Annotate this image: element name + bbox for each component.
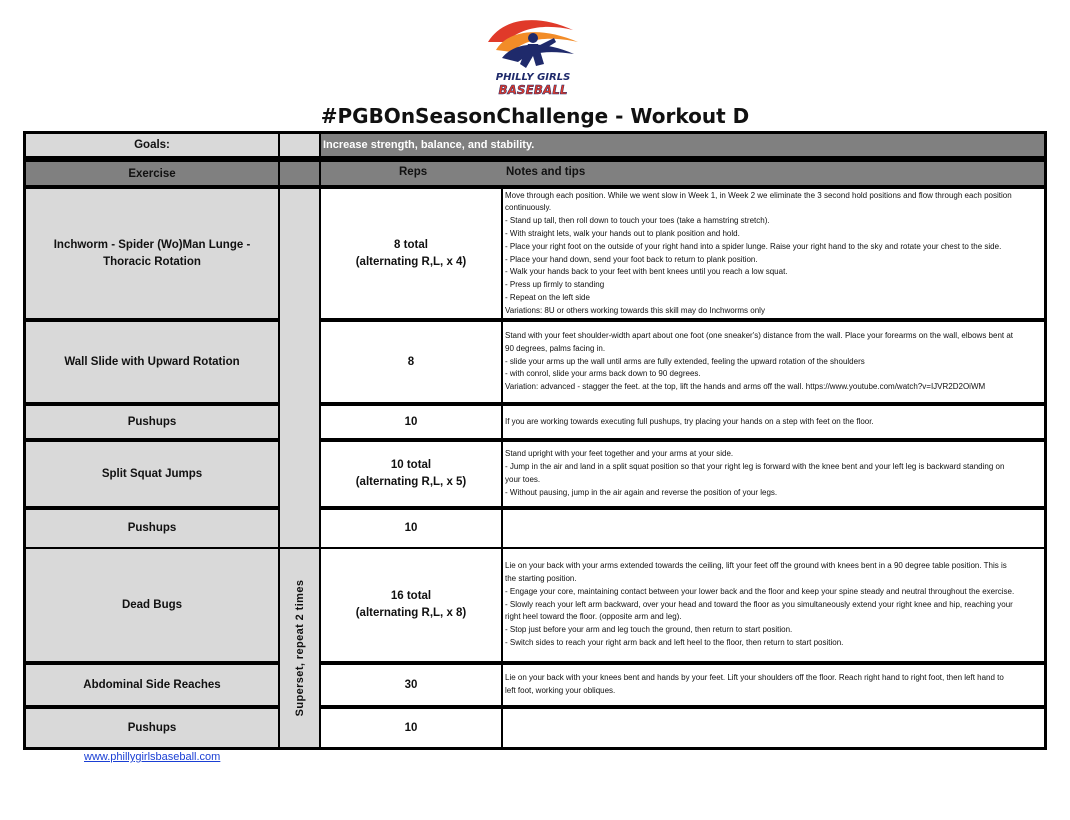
note-line: - Jump in the air and land in a split squat position so that your right leg is forward with the knee bent and your left leg is backward standing on xyxy=(505,462,1005,472)
reps-pushups-2: 10 xyxy=(321,510,501,547)
note-line: - slide your arms up the wall until arms are fully extended, feeling the upward rotation of the shoulders xyxy=(505,356,865,366)
exercise-inchworm xyxy=(26,189,278,318)
reps-pushups-3: 10 xyxy=(321,709,501,747)
goals-spacer xyxy=(280,134,319,156)
header-exercise: Exercise xyxy=(26,162,278,185)
exercise-wall-slide: Wall Slide with Upward Rotation xyxy=(26,322,278,402)
note-line: - With straight lets, walk your hands out to plank position and hold. xyxy=(505,228,740,238)
note-line: - Stand up tall, then roll down to touch your toes (take a hamstring stretch). xyxy=(505,216,770,226)
notes-inchworm xyxy=(503,189,1044,318)
note-line: - Switch sides to reach your right arm back and left heel to the floor, then return to start position. xyxy=(505,637,844,647)
reps-side-reaches: 30 xyxy=(321,665,501,705)
note-line: - Stop just before your arm and leg touch the ground, then return to start position. xyxy=(505,625,793,635)
note-line: - Place your right foot on the outside of your right hand into a spider lunge. Raise your right hand to the sky and rotate your chest to the side. xyxy=(505,241,1002,251)
note-line: Stand upright with your feet together and your arms at your side. xyxy=(505,449,734,459)
note-line: right heel toward the floor. (opposite arm and leg). xyxy=(505,612,682,622)
header-right xyxy=(321,162,1044,185)
goals-value: Increase strength, balance, and stability. xyxy=(321,134,1044,156)
reps-split-squat xyxy=(321,442,501,506)
header-notes: Notes and tips xyxy=(506,166,586,178)
header-reps: Reps xyxy=(399,166,428,178)
note-line: Stand with your feet shoulder-width apart about one foot (one sneaker's) distance from the wall. Place your forearms on the wall, elbows bent at xyxy=(505,331,1014,340)
goals-label: Goals: xyxy=(26,134,278,156)
note-line: - Repeat on the left side xyxy=(505,292,590,302)
note-line: - with conrol, slide your arms back down to 90 degrees. xyxy=(505,369,701,379)
logo-line2: BASEBALL xyxy=(498,83,568,97)
notes-wall-slide xyxy=(503,322,1044,402)
exercise-split-squat: Split Squat Jumps xyxy=(26,442,278,506)
notes-split-squat xyxy=(503,442,1044,506)
workout-table xyxy=(23,131,1047,750)
notes-pushups-2 xyxy=(503,510,1044,547)
exercise-dead-bugs: Dead Bugs xyxy=(26,549,278,661)
reps-line: 8 total xyxy=(394,238,428,251)
reps-inchworm xyxy=(321,189,501,318)
reps-wall-slide: 8 xyxy=(321,322,501,402)
exercise-line: Thoracic Rotation xyxy=(103,255,201,268)
note-line: Lie on your back with your knees bent and hands by your feet. Lift your shoulders off the floor. Reach right hand to right foot, then left hand to xyxy=(505,673,1004,683)
notes-side-reaches xyxy=(503,665,1044,705)
reps-line: (alternating R,L, x 4) xyxy=(355,255,467,268)
superset-cell xyxy=(280,549,319,747)
philly-girls-baseball-logo xyxy=(478,12,588,98)
note-line: - Engage your core, maintaining contact between your lower back and the floor and keep your spine steady and neutral throughout the exercise. xyxy=(505,586,1015,596)
note-line: If you are working towards executing full pushups, try placing your hands on a step with feet on the floor. xyxy=(505,416,874,426)
notes-pushups-1 xyxy=(503,406,1044,438)
header-spacer xyxy=(280,162,319,185)
reps-line: 10 total xyxy=(390,459,432,471)
superset-spacer xyxy=(280,189,319,547)
note-line: the starting position. xyxy=(505,574,577,583)
note-line: Move through each position. While we went slow in Week 1, in Week 2 we eliminate the 3 second hold positions and flow through each position xyxy=(505,190,1012,200)
note-line: continuously. xyxy=(505,203,552,213)
exercise-pushups-2: Pushups xyxy=(26,510,278,547)
note-line: - Press up firmly to standing xyxy=(505,280,605,290)
reps-line: (alternating R,L, x 5) xyxy=(355,476,467,488)
reps-dead-bugs xyxy=(321,549,501,661)
baseball-player-logo-icon xyxy=(478,12,588,98)
page-title: #PGBOnSeasonChallenge - Workout D xyxy=(320,104,750,128)
notes-dead-bugs xyxy=(503,549,1044,661)
reps-line: 16 total xyxy=(390,590,432,602)
note-line: Variations: 8U or others working towards this skill may do Inchworms only xyxy=(505,305,765,315)
superset-label: Superset, repeat 2 times xyxy=(293,579,306,717)
exercise-pushups-3: Pushups xyxy=(26,709,278,747)
logo-line1: PHILLY GIRLS xyxy=(495,72,571,83)
notes-pushups-3 xyxy=(503,709,1044,747)
exercise-line: Inchworm - Spider (Wo)Man Lunge - xyxy=(53,238,251,251)
note-line: - Without pausing, jump in the air again and reverse the position of your legs. xyxy=(505,487,778,497)
note-line: - Walk your hands back to your feet with bent knees until you reach a low squat. xyxy=(505,267,788,277)
note-line: Variation: advanced - stagger the feet. at the top, lift the hands and arms off the wall. https://www.youtube.com/watch?v=IJVR2D2OiWM xyxy=(505,382,986,392)
exercise-side-reaches: Abdominal Side Reaches xyxy=(26,665,278,705)
website-link[interactable]: www.phillygirlsbaseball.com xyxy=(84,751,221,763)
note-line: - Place your hand down, send your foot back to return to plank position. xyxy=(505,254,758,264)
note-line: your toes. xyxy=(505,475,541,484)
note-line: - Slowly reach your left arm backward, over your head and toward the floor as you simultaneously extend your right knee and hip, reaching your xyxy=(505,599,1013,609)
exercise-pushups-1: Pushups xyxy=(26,406,278,438)
note-line: Lie on your back with your arms extended towards the ceiling, lift your feet off the ground with knees bent in a 90 degree table position. This is xyxy=(505,561,1007,571)
note-line: 90 degrees, palms facing in. xyxy=(505,343,606,353)
reps-line: (alternating R,L, x 8) xyxy=(355,607,467,619)
note-line: left foot, working your obliques. xyxy=(505,686,616,695)
reps-pushups-1: 10 xyxy=(321,406,501,438)
